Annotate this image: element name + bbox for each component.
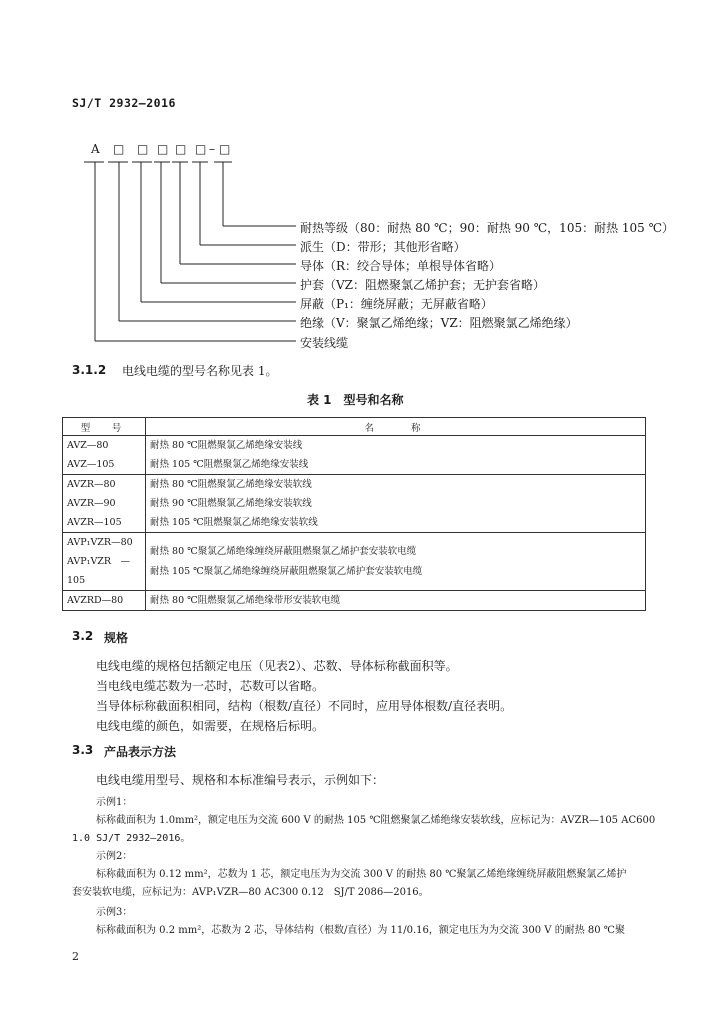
- example-2-label: 示例2：: [96, 851, 133, 862]
- model-name: 耐热 105 ℃阻燃聚氯乙烯绝缘安装线: [150, 459, 309, 470]
- table-header-model: 型 号: [63, 418, 146, 436]
- example-1-line: 标称截面积为 1.0mm²，额定电压为交流 600 V 的耐热 105 ℃阻燃聚氯乙烯绝缘安装软线，应标记为：AVZR—105 AC600: [96, 815, 656, 826]
- label-insulation: 绝缘（V：聚氯乙烯绝缘；VZ：阻燃聚氯乙烯绝缘）: [300, 316, 578, 330]
- diagram-box-5: □: [195, 142, 207, 156]
- table-row: [63, 475, 646, 533]
- table-cell-codes: [63, 591, 146, 611]
- label-heat-grade: 耐热等级（80：耐热 80 ℃；90：耐热 90 ℃，105：耐热 105 ℃）: [300, 221, 675, 235]
- diagram-box-4: □: [175, 142, 187, 156]
- section-3-2-number: 3.2: [72, 629, 94, 643]
- section-3-3-intro: 电线电缆用型号、规格和本标准编号表示，示例如下：: [96, 773, 385, 787]
- example-2-line: 套安装软电缆，应标记为：AVP₁VZR—80 AC300 0.12 SJ/T 2086—2016。: [72, 887, 429, 898]
- model-code: AVZRD—80: [67, 595, 124, 606]
- section-3-3-title: 产品表示方法: [104, 745, 177, 759]
- model-name: 耐热 105 ℃聚氯乙烯绝缘缠绕屏蔽阻燃聚氯乙烯护套安装软电缆: [150, 565, 423, 577]
- model-code: AVZR—80: [67, 479, 116, 490]
- label-shield: 屏蔽（P₁：缠绕屏蔽；无屏蔽省略）: [300, 297, 493, 311]
- table-row: [63, 533, 646, 591]
- table-row: [63, 591, 646, 611]
- table-1: [62, 417, 646, 611]
- table-cell-codes: [63, 436, 146, 475]
- model-code: AVP₁VZR—80: [67, 537, 133, 548]
- example-2-line: 标称截面积为 0.12 mm²，芯数为 1 芯，额定电压为为交流 300 V 的耐热 80 ℃聚氯乙烯绝缘缠绕屏蔽阻燃聚氯乙烯护: [96, 869, 627, 880]
- table-cell-codes: [63, 475, 146, 533]
- section-3-1-2-text: 电线电缆的型号名称见表 1。: [122, 364, 278, 378]
- model-code: 105: [67, 575, 86, 586]
- example-1-label: 示例1：: [96, 797, 133, 808]
- table-cell-names: [146, 436, 646, 475]
- model-code: AVZ—105: [67, 459, 115, 470]
- model-code: AVZ—80: [67, 440, 109, 451]
- table-row: [63, 436, 646, 475]
- diagram-symbol-a: A: [91, 142, 100, 156]
- standard-code-header: SJ/T 2932—2016: [72, 96, 176, 110]
- table-cell-codes: [63, 533, 146, 591]
- model-name: 耐热 80 ℃阻燃聚氯乙烯绝缘安装线: [150, 440, 303, 451]
- diagram-box-2: □: [137, 142, 149, 156]
- section-3-1-2-number: 3.1.2: [72, 363, 107, 377]
- table-cell-names: [146, 533, 646, 591]
- table-cell-names: [146, 475, 646, 533]
- model-code: AVP₁VZR —: [67, 556, 131, 567]
- table-header-name: 名 称: [146, 418, 646, 436]
- model-name: 耐热 80 ℃聚氯乙烯绝缘缠绕屏蔽阻燃聚氯乙烯护套安装软电缆: [150, 545, 417, 557]
- example-3-line: 标称截面积为 0.2 mm²，芯数为 2 芯，导体结构（根数/直径）为 11/0.16，额定电压为为交流 300 V 的耐热 80 ℃聚: [96, 925, 625, 936]
- page-number: 2: [72, 950, 79, 963]
- model-name: 耐热 90 ℃阻燃聚氯乙烯绝缘安装软线: [150, 498, 312, 509]
- label-conductor: 导体（R：绞合导体；单根导体省略）: [300, 259, 502, 273]
- model-name: 耐热 80 ℃阻燃聚氯乙烯绝缘带形安装软电缆: [150, 595, 341, 606]
- example-3-label: 示例3：: [96, 907, 133, 918]
- section-3-2-para: 电线电缆的颜色，如需要，在规格后标明。: [96, 719, 325, 733]
- section-3-2-para: 电线电缆的规格包括额定电压（见表2）、芯数、导体标称截面积等。: [96, 659, 458, 673]
- diagram-box-1: □: [113, 142, 125, 156]
- model-name: 耐热 80 ℃阻燃聚氯乙烯绝缘安装软线: [150, 479, 312, 490]
- diagram-dash: –: [209, 142, 215, 156]
- table-cell-names: [146, 591, 646, 611]
- model-code: AVZR—90: [67, 498, 116, 509]
- table-header-row: [63, 418, 646, 436]
- diagram-box-3: □: [157, 142, 169, 156]
- section-3-2-para: 当电线电缆芯数为一芯时，芯数可以省略。: [96, 679, 325, 693]
- diagram-box-6: □: [219, 142, 231, 156]
- example-1-line: 1.0 SJ/T 2932—2016。: [72, 833, 191, 844]
- model-name: 耐热 105 ℃阻燃聚氯乙烯绝缘安装软线: [150, 517, 318, 528]
- table-1-title: 表 1 型号和名称: [307, 393, 404, 407]
- section-3-2-title: 规格: [104, 631, 129, 645]
- label-sheath: 护套（VZ：阻燃聚氯乙烯护套；无护套省略）: [300, 278, 546, 292]
- model-code: AVZR—105: [67, 517, 122, 528]
- label-installation-cable: 安装线缆: [300, 336, 349, 350]
- label-derivative: 派生（D：带形；其他形省略）: [300, 240, 466, 254]
- section-3-3-number: 3.3: [72, 743, 94, 757]
- section-3-2-para: 当导体标称截面积相同，结构（根数/直径）不同时，应用导体根数/直径表明。: [96, 699, 513, 713]
